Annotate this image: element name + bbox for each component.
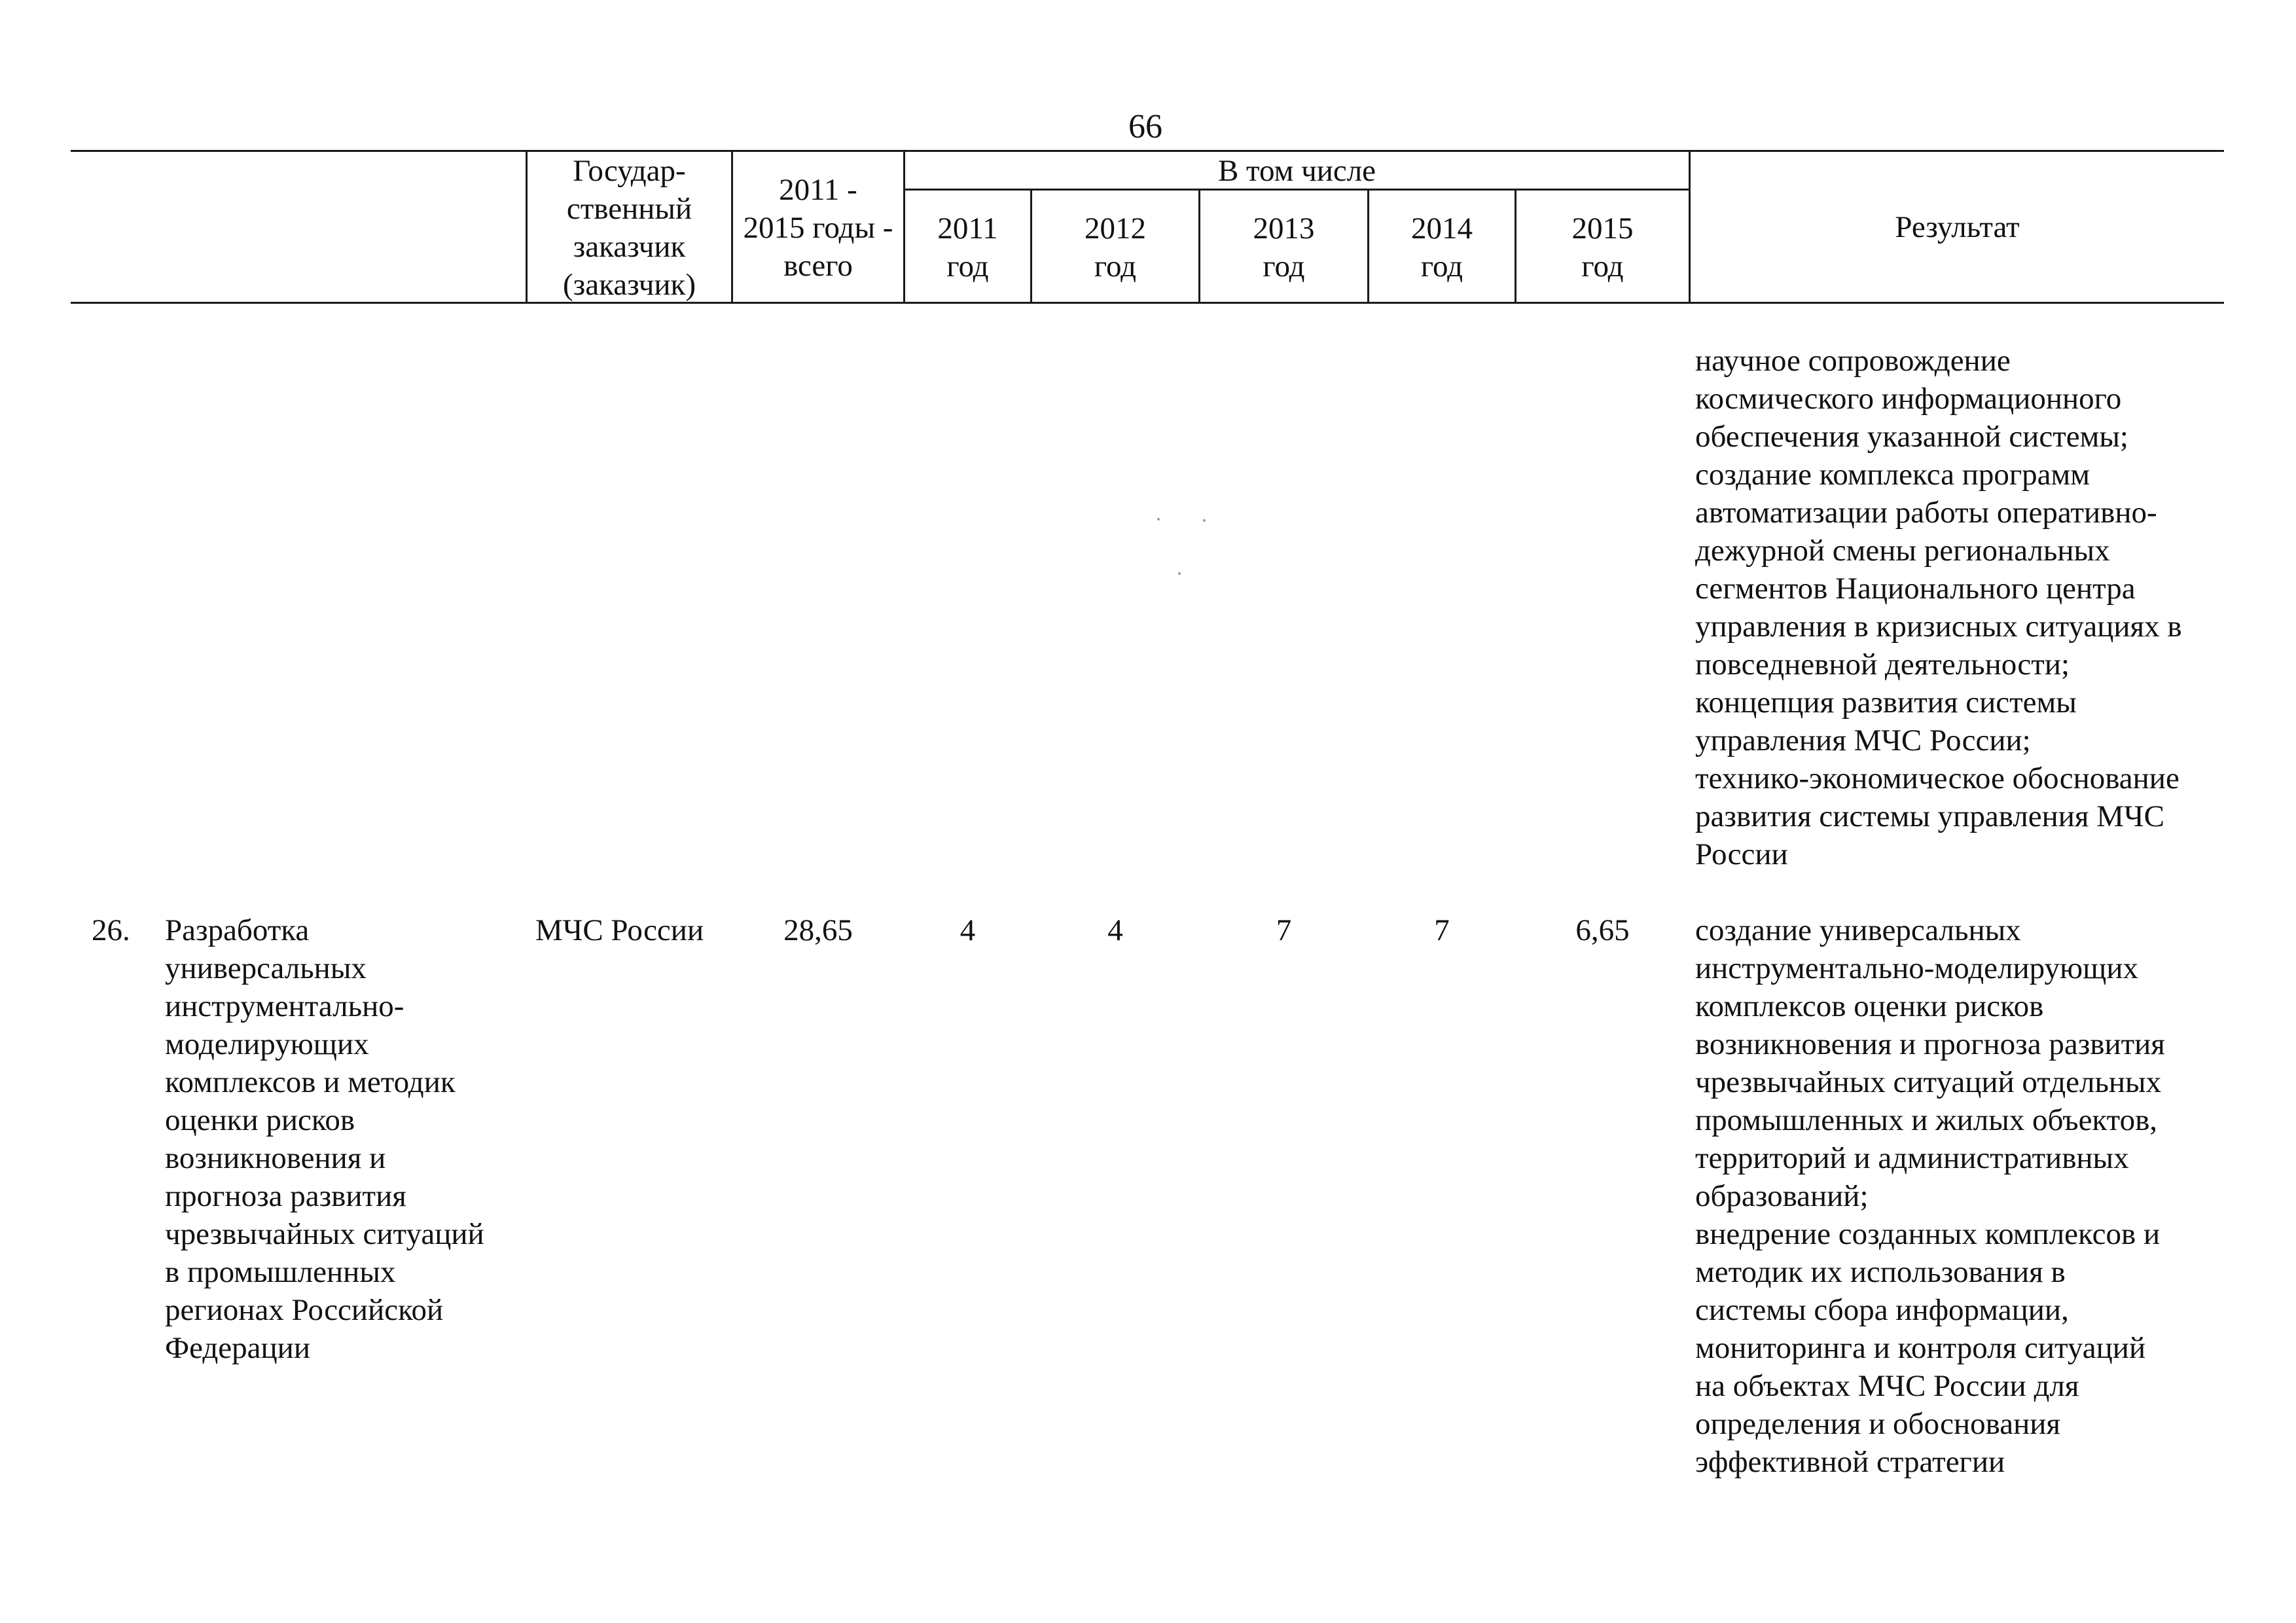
row-value-2015: 6,65	[1575, 913, 1630, 947]
row-value-2013: 7	[1276, 913, 1292, 947]
row-result: создание универсальных инструментально-моделирующих комплексов оценки рисков возникновения и прогноза развития чрезвычайных ситуаций отдельных промышленных и жилых объектов, территорий и административных образований; внедрение созданных комплексов и методик их использования в системы сбора информации, мониторинга и контроля ситуаций на объектах МЧС России для определения и обоснования эффективной стратегии	[1695, 913, 2165, 1479]
scan-speck	[1157, 518, 1160, 520]
header-customer: Государ- ственный заказчик (заказчик)	[563, 154, 696, 302]
scan-speck	[1178, 572, 1181, 575]
row-total: 28,65	[783, 913, 853, 947]
row-number: 26.	[92, 913, 130, 947]
header-year-2015: 2015 год	[1571, 211, 1634, 283]
header-result: Результат	[1895, 210, 2020, 244]
page-number: 66	[1128, 108, 1162, 145]
header-year-2011: 2011 год	[937, 211, 998, 283]
row-value-2014: 7	[1434, 913, 1450, 947]
header-total: 2011 - 2015 годы - всего	[743, 173, 893, 283]
scan-speck	[1203, 519, 1206, 522]
row-value-2011: 4	[960, 913, 976, 947]
header-including: В том числе	[1217, 154, 1376, 188]
row-name: Разработка универсальных инструментально- моделирующих комплексов и методик оценки рисков возникновения и прогноза развития чрезвычайных ситуаций в промышленных регионах Российской Федерации	[165, 913, 484, 1365]
row-customer: МЧС России	[535, 913, 704, 947]
header-year-2013: 2013 год	[1253, 211, 1315, 283]
header-year-2014: 2014 год	[1411, 211, 1473, 283]
row-value-2012: 4	[1107, 913, 1123, 947]
header-year-2012: 2012 год	[1085, 211, 1146, 283]
continuation-result: научное сопровождение космического информационного обеспечения указанной системы; создание комплекса программ автоматизации работы оперативно- дежурной смены региональных сегментов Национального центра управления в кризисных ситуациях в повседневной деятельности; концепция развития системы управления МЧС России; технико-экономическое обоснование развития системы управления МЧС России	[1695, 344, 2182, 871]
table-header-bottom-rule	[71, 302, 2224, 304]
